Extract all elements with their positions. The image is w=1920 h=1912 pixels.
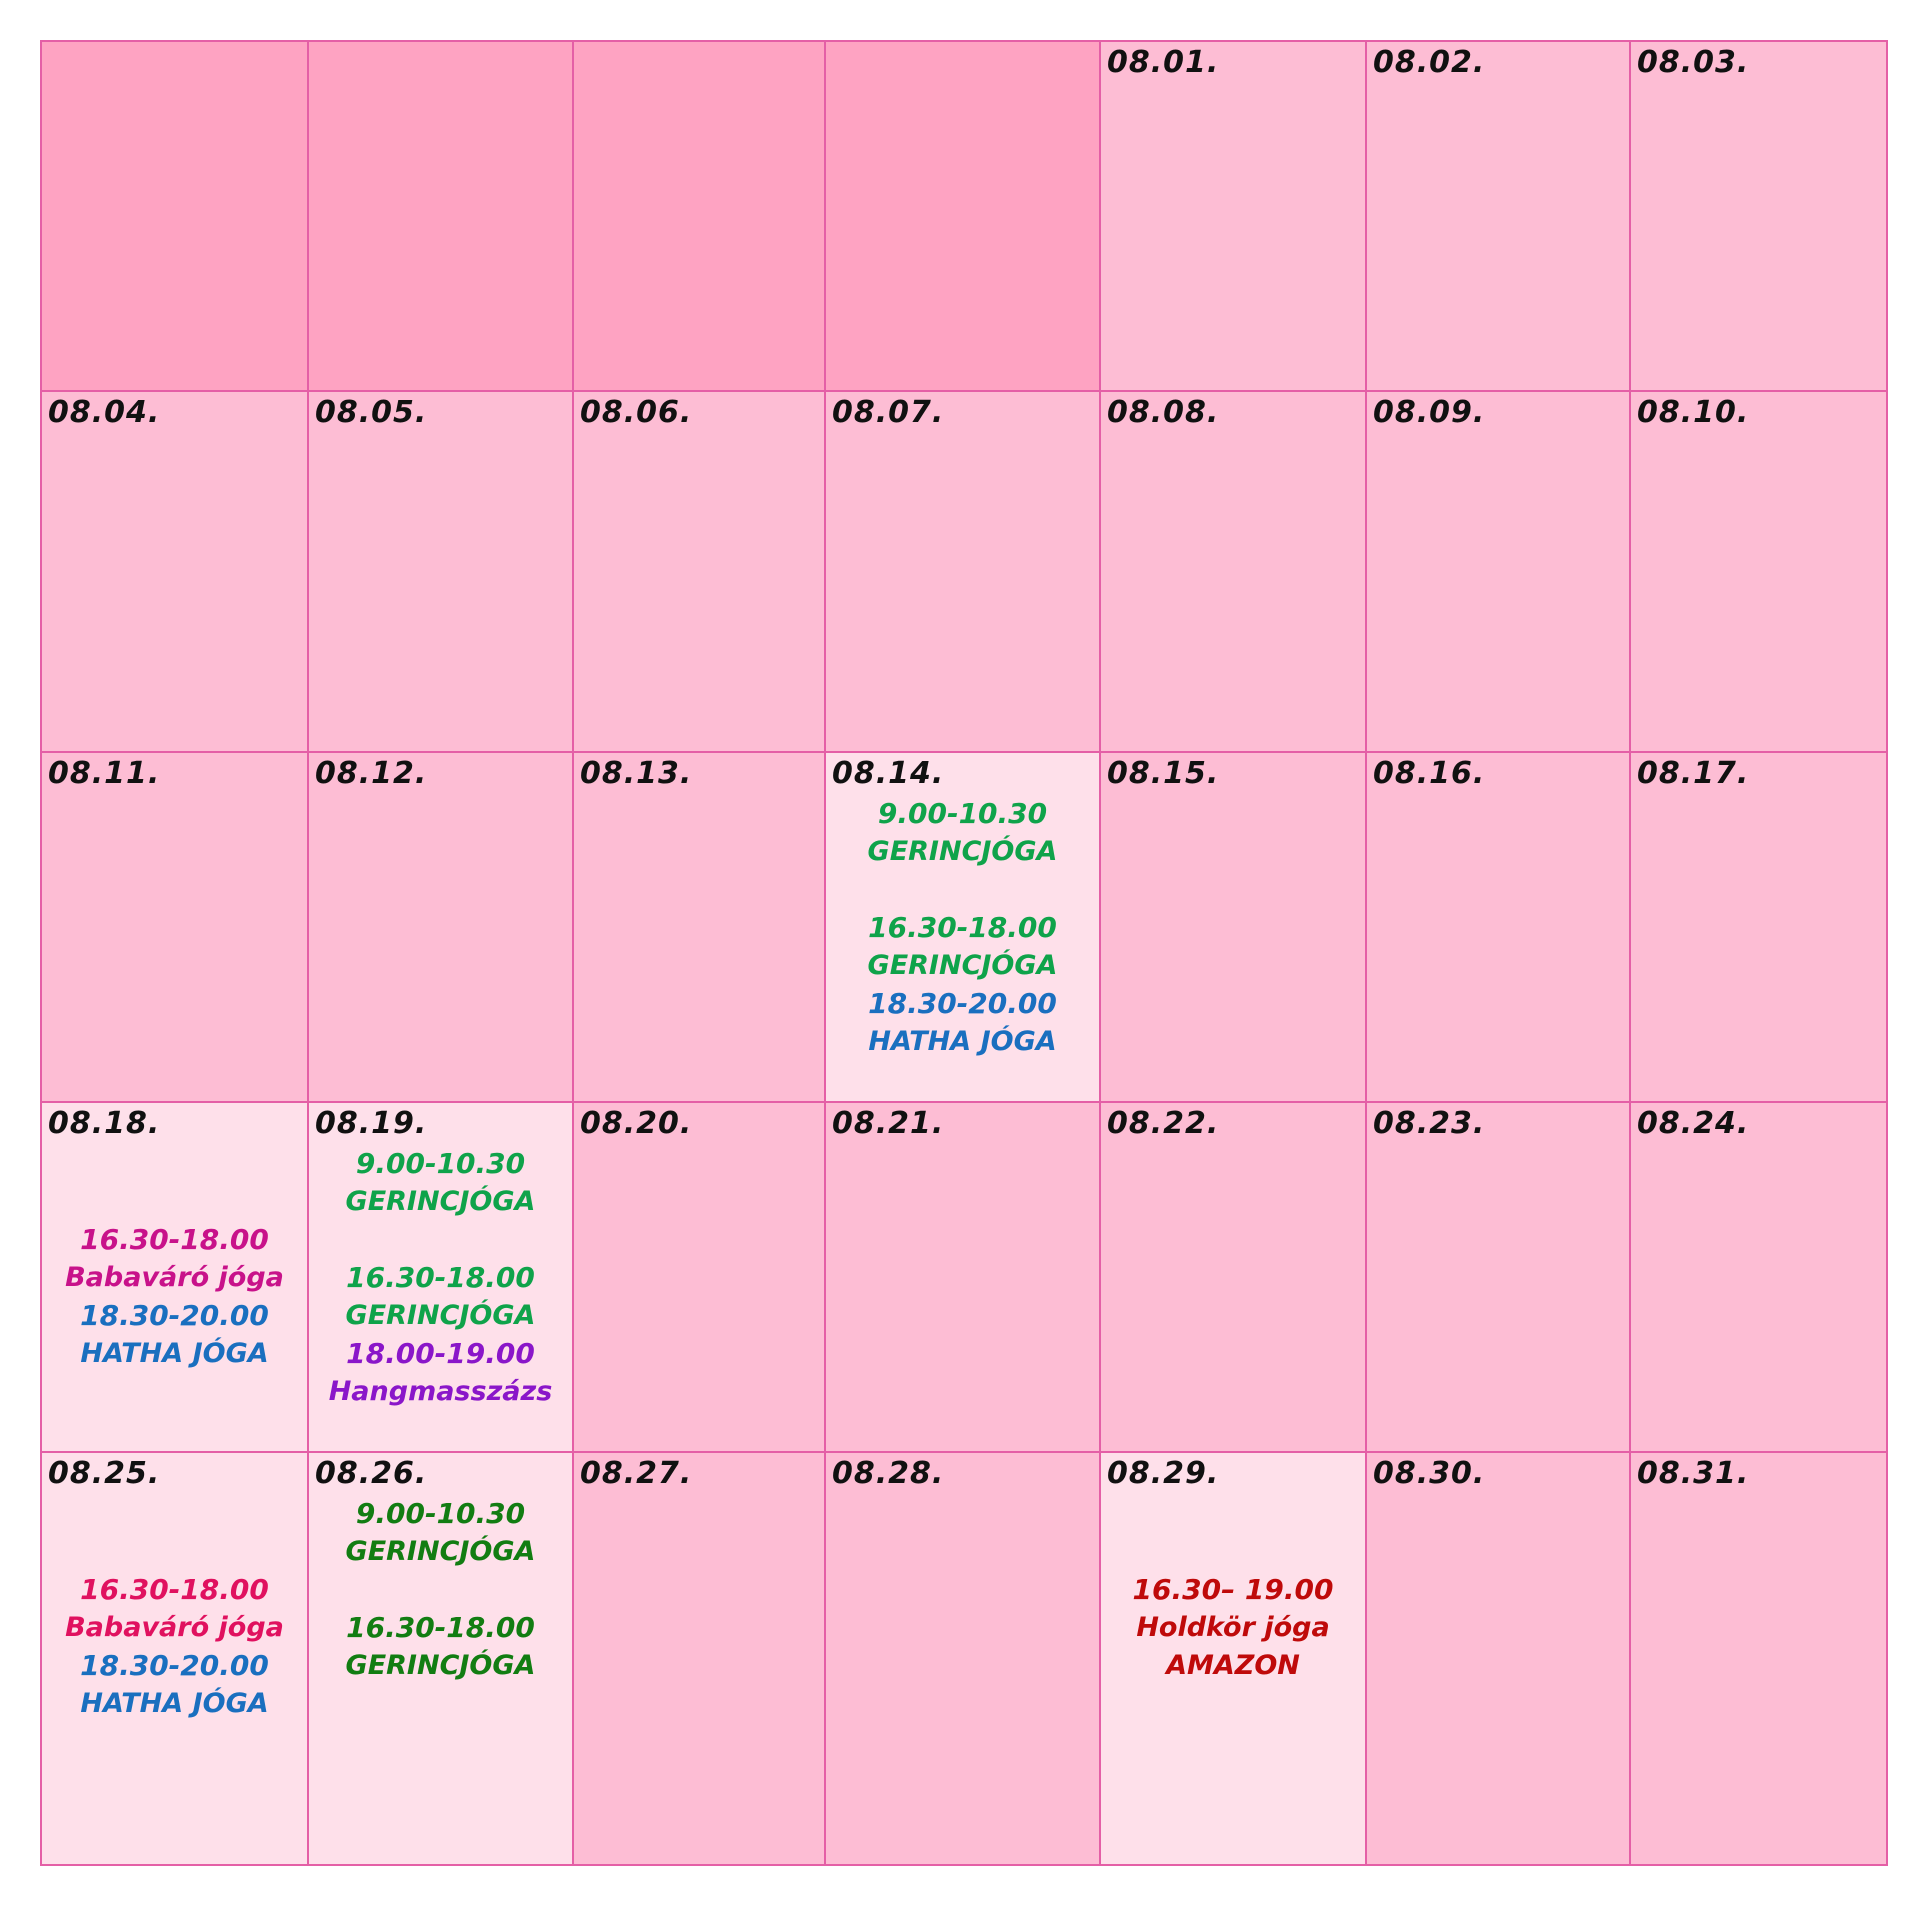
day-cell <box>1100 391 1366 752</box>
event-name: GERINCJÓGA <box>345 1536 536 1567</box>
day-cell <box>308 752 573 1102</box>
day-cell <box>1630 752 1887 1102</box>
day-cell <box>1366 1102 1630 1452</box>
day-cell <box>1100 752 1366 1102</box>
day-cell <box>1366 41 1630 391</box>
day-cell <box>1100 41 1366 391</box>
event-time: 16.30-18.00 <box>346 1261 535 1294</box>
day-date: 08.16. <box>1373 756 1486 791</box>
event-name: GERINCJÓGA <box>345 1300 536 1331</box>
event-babavaro-joga <box>42 1221 307 1297</box>
day-cell <box>308 391 573 752</box>
event-name: GERINCJÓGA <box>867 836 1058 867</box>
event-time: 18.30-20.00 <box>80 1649 269 1682</box>
event-name: GERINCJÓGA <box>345 1650 536 1681</box>
day-cell-with-events <box>41 1102 308 1452</box>
day-date: 08.07. <box>832 395 945 430</box>
event-time: 9.00-10.30 <box>355 1147 526 1180</box>
day-date: 08.27. <box>580 1456 693 1491</box>
day-cell <box>1366 752 1630 1102</box>
event-name: Babaváró jóga <box>65 1612 284 1643</box>
event-hatha-joga <box>826 985 1099 1061</box>
day-cell <box>573 391 825 752</box>
day-date: 08.30. <box>1373 1456 1486 1491</box>
event-list <box>826 791 1099 1061</box>
day-cell-with-events <box>825 752 1100 1102</box>
day-date: 08.31. <box>1637 1456 1750 1491</box>
event-name: Hangmasszázs <box>328 1376 553 1407</box>
event-time: 18.30-20.00 <box>80 1299 269 1332</box>
day-cell <box>825 391 1100 752</box>
week-row <box>41 1102 1887 1452</box>
day-cell <box>1630 1452 1887 1865</box>
event-list <box>309 1491 572 1685</box>
event-list <box>1101 1491 1365 1685</box>
event-name: Babaváró jóga <box>65 1262 284 1293</box>
event-name: Holdkör jóga <box>1136 1612 1330 1643</box>
day-date: 08.13. <box>580 756 693 791</box>
event-list <box>309 1141 572 1411</box>
event-hangmasszazs <box>309 1335 572 1411</box>
day-cell <box>1630 1102 1887 1452</box>
day-date: 08.21. <box>832 1106 945 1141</box>
event-time: 16.30-18.00 <box>80 1573 269 1606</box>
empty-day-cell <box>825 41 1100 391</box>
day-date: 08.09. <box>1373 395 1486 430</box>
day-cell <box>825 1102 1100 1452</box>
day-date: 08.25. <box>48 1456 161 1491</box>
event-hatha-joga <box>42 1297 307 1373</box>
day-date: 08.03. <box>1637 45 1750 80</box>
day-date: 08.05. <box>315 395 428 430</box>
week-row <box>41 752 1887 1102</box>
day-date: 08.04. <box>48 395 161 430</box>
day-cell-with-events <box>1100 1452 1366 1865</box>
day-cell-with-events <box>308 1452 573 1865</box>
day-date: 08.23. <box>1373 1106 1486 1141</box>
event-time: 18.00-19.00 <box>346 1337 535 1370</box>
event-name: GERINCJÓGA <box>345 1186 536 1217</box>
day-date: 08.26. <box>315 1456 428 1491</box>
event-time: 18.30-20.00 <box>868 987 1057 1020</box>
day-cell <box>825 1452 1100 1865</box>
calendar-grid <box>40 40 1888 1866</box>
day-cell <box>1630 41 1887 391</box>
day-date: 08.10. <box>1637 395 1750 430</box>
event-name: GERINCJÓGA <box>867 950 1058 981</box>
day-cell <box>1366 1452 1630 1865</box>
event-gerincjoga <box>309 1145 572 1221</box>
event-location: AMAZON <box>1166 1650 1300 1681</box>
day-cell <box>1100 1102 1366 1452</box>
event-name: HATHA JÓGA <box>868 1026 1057 1057</box>
day-cell-with-events <box>308 1102 573 1452</box>
event-time: 16.30-18.00 <box>80 1223 269 1256</box>
day-date: 08.29. <box>1107 1456 1220 1491</box>
event-list <box>42 1491 307 1723</box>
day-cell <box>41 752 308 1102</box>
day-date: 08.08. <box>1107 395 1220 430</box>
event-time: 9.00-10.30 <box>355 1497 526 1530</box>
empty-day-cell <box>41 41 308 391</box>
day-date: 08.17. <box>1637 756 1750 791</box>
event-gerincjoga <box>826 795 1099 871</box>
day-date: 08.19. <box>315 1106 428 1141</box>
event-time: 16.30-18.00 <box>346 1611 535 1644</box>
day-cell <box>573 752 825 1102</box>
event-gerincjoga <box>309 1495 572 1571</box>
day-date: 08.24. <box>1637 1106 1750 1141</box>
day-date: 08.22. <box>1107 1106 1220 1141</box>
event-time: 9.00-10.30 <box>877 797 1048 830</box>
day-date: 08.12. <box>315 756 428 791</box>
event-time: 16.30-18.00 <box>868 911 1057 944</box>
day-cell <box>1366 391 1630 752</box>
day-cell-with-events <box>41 1452 308 1865</box>
day-date: 08.11. <box>48 756 161 791</box>
event-name: HATHA JÓGA <box>80 1688 269 1719</box>
event-babavaro-joga <box>42 1571 307 1647</box>
day-cell <box>41 391 308 752</box>
week-row <box>41 41 1887 391</box>
event-list <box>42 1141 307 1373</box>
event-gerincjoga <box>309 1259 572 1335</box>
day-cell <box>573 1452 825 1865</box>
week-row <box>41 391 1887 752</box>
day-cell <box>573 1102 825 1452</box>
event-hatha-joga <box>42 1647 307 1723</box>
day-cell <box>1630 391 1887 752</box>
day-date: 08.14. <box>832 756 945 791</box>
event-holdkor-joga <box>1101 1571 1365 1685</box>
day-date: 08.20. <box>580 1106 693 1141</box>
empty-day-cell <box>573 41 825 391</box>
day-date: 08.06. <box>580 395 693 430</box>
week-row <box>41 1452 1887 1865</box>
event-name: HATHA JÓGA <box>80 1338 269 1369</box>
event-gerincjoga <box>826 909 1099 985</box>
day-date: 08.18. <box>48 1106 161 1141</box>
event-time: 16.30– 19.00 <box>1132 1573 1334 1606</box>
event-gerincjoga <box>309 1609 572 1685</box>
day-date: 08.02. <box>1373 45 1486 80</box>
day-date: 08.28. <box>832 1456 945 1491</box>
day-date: 08.15. <box>1107 756 1220 791</box>
empty-day-cell <box>308 41 573 391</box>
day-date: 08.01. <box>1107 45 1220 80</box>
